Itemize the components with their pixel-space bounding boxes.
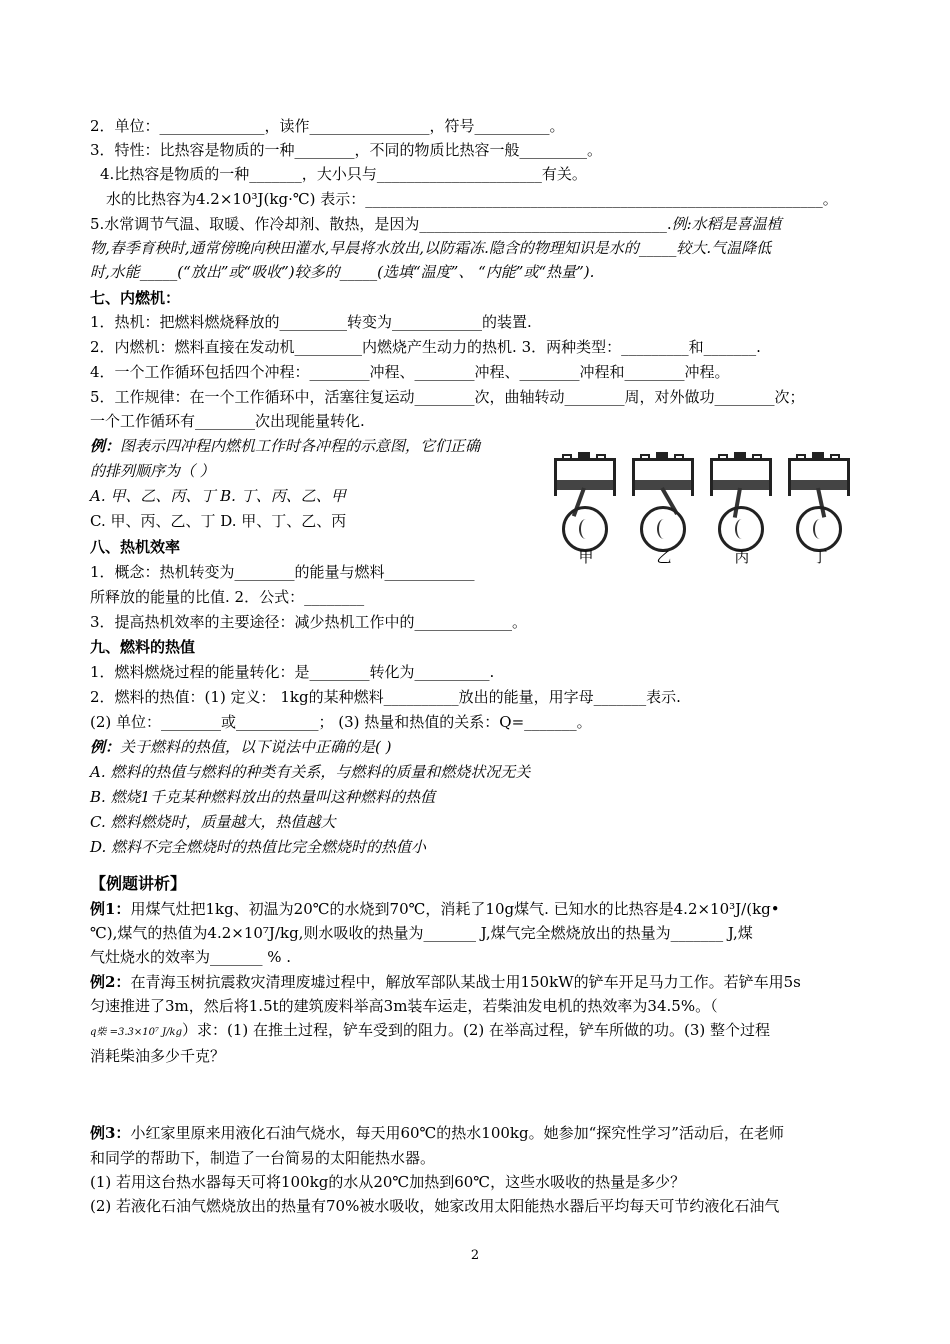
section-heading-9: 九、燃料的热值	[90, 638, 196, 656]
fuel-heat-value-line: 2．燃料的热值：(1) 定义： 1kg的某种燃料__________放出的能量，用字母_______表示.	[90, 688, 681, 706]
example3-line-2: 和同学的帮助下，制造了一台简易的太阳能热水器。	[90, 1149, 436, 1167]
example3-label: 例3：	[90, 1124, 131, 1142]
example1-line-1	[90, 897, 870, 921]
engine-example-line-2: 的排列顺序为（ ）	[90, 462, 215, 480]
example1-label: 例1：	[90, 900, 131, 918]
engine-example-line	[90, 434, 530, 458]
diesel-heat-value: q柴 =3.3×10⁷ J/kg	[90, 1027, 182, 1038]
example-label: 例：	[90, 437, 121, 455]
energy-conversion-line: 一个工作循环有________次出现能量转化.	[90, 412, 365, 430]
specific-heat-property-line: 3．特性：比热容是物质的一种________，不同的物质比热容一般_________。	[90, 141, 603, 159]
example2-line-3	[90, 1018, 870, 1042]
heat-engine-line: 1．热机：把燃料燃烧释放的_________转变为____________的装置.	[90, 313, 532, 331]
section-heading-7: 七、内燃机：	[90, 289, 181, 307]
example2-questions: ）求：(1) 在推土过程，铲车受到的阻力。(2) 在举高过程，铲车所做的功。(3) 整个过程	[182, 1021, 771, 1039]
section-heading-8: 八、热机效率	[90, 538, 181, 556]
work-cycle-line: 4．一个工作循环包括四个冲程：________冲程、________冲程、________冲程和________冲程。	[90, 363, 730, 381]
fuel-energy-line: 1．燃料燃烧过程的能量转化：是________转化为__________.	[90, 663, 495, 681]
engine-label-yi: 乙	[656, 548, 672, 566]
engine-example-text: 图表示四冲程内燃机工作时各冲程的示意图，它们正确	[120, 437, 481, 455]
example2-label: 例2：	[90, 973, 131, 991]
water-example-line-2: 物,春季育秧时,通常傍晚向秧田灌水,早晨将水放出,以防霜冻.隐含的物理知识是水的_____较大.气温降低	[90, 239, 772, 257]
efficiency-improve-line: 3．提高热机效率的主要途径：减少热机工作中的_____________。	[90, 613, 528, 631]
water-example-line-3: 时,水能_____(“放出”或“吸收”)较多的_____(选填“温度”、 “内能”或“热量”).	[90, 263, 595, 281]
fuel-option-a: A. 燃料的热值与燃料的种类有关系，与燃料的质量和燃烧状况无关	[90, 763, 531, 781]
fuel-option-d: D. 燃料不完全燃烧时的热值比完全燃烧时的热值小	[90, 838, 427, 856]
fuel-example-text: 关于燃料的热值，以下说法中正确的是( )	[120, 738, 392, 756]
working-rule-line: 5．工作规律：在一个工作循环中，活塞往复运动________次，曲轴转动________周，对外做功________次；	[90, 388, 805, 406]
fuel-option-b: B. 燃烧1千克某种燃料放出的热量叫这种燃料的热值	[90, 788, 436, 806]
engine-option-ab: A. 甲、乙、丙、丁 B. 丁、丙、乙、甲	[90, 487, 346, 505]
page-number: 2	[470, 1248, 480, 1263]
example2-line-1	[90, 970, 870, 994]
water-use-line	[90, 212, 870, 236]
water-specific-heat-line: 水的比热容为4.2×10³J(kg·℃) 表示：_____________________________________________________________。	[106, 190, 838, 208]
fuel-unit-line: (2) 单位：________或___________； (3) 热量和热值的关系：Q=_______。	[90, 713, 592, 731]
example3-line-1	[90, 1121, 870, 1145]
fuel-option-c: C. 燃料燃烧时，质量越大，热值越大	[90, 813, 336, 831]
example1-text: 用煤气灶把1kg、初温为20℃的水烧到70℃，消耗了10g煤气. 已知水的比热容是4.2×10³J/(kg•	[130, 900, 780, 918]
efficiency-formula-line: 所释放的能量的比值. 2．公式：________	[90, 588, 365, 606]
example2-text: 在青海玉树抗震救灾清理废墟过程中，解放军部队某战士用150kW的铲车开足马力工作。若铲车用5s	[130, 973, 801, 991]
internal-combustion-line: 2．内燃机：燃料直接在发动机_________内燃烧产生动力的热机. 3．两种类型：_________和_______.	[90, 338, 761, 356]
example2-line-4: 消耗柴油多少千克？	[90, 1047, 226, 1065]
water-use-example: 例:水稻是喜温植	[671, 215, 782, 233]
engine-label-ding: 丁	[812, 548, 828, 566]
example3-question-2: (2) 若液化石油气燃烧放出的热量有70%被水吸收，她家改用太阳能热水器后平均每天可节约液化石油气	[90, 1197, 780, 1215]
water-use-text: 5.水常调节气温、取暖、作冷却剂、散热，是因为_________________________________.	[90, 215, 672, 233]
example3-text: 小红家里原来用液化石油气烧水，每天用60℃的热水100kg。她参加“探究性学习”活动后，在老师	[130, 1124, 784, 1142]
specific-heat-unit-line: 2．单位：______________，读作________________，符号__________。	[90, 117, 565, 135]
example1-line-2: ℃),煤气的热值为4.2×10⁷J/kg,则水吸收的热量为_______ J,煤气完全燃烧放出的热量为_______ J,煤	[90, 924, 753, 942]
example1-line-3: 气灶烧水的效率为_______ % .	[90, 948, 292, 966]
specific-heat-def-line: 4.比热容是物质的一种_______，大小只与______________________有关。	[100, 165, 587, 183]
engine-label-bing: 丙	[734, 548, 750, 566]
examples-heading: 【例题讲析】	[90, 874, 187, 893]
example3-question-1: (1) 若用这台热水器每天可将100kg的水从20℃加热到60℃，这些水吸收的热量是多少？	[90, 1173, 686, 1191]
engine-option-cd: C. 甲、丙、乙、丁 D. 甲、丁、乙、丙	[90, 512, 347, 530]
efficiency-concept-line: 1．概念：热机转变为________的能量与燃料____________	[90, 563, 475, 581]
engine-label-jia: 甲	[578, 548, 594, 566]
fuel-example-line	[90, 735, 870, 759]
example2-line-2: 匀速推进了3m，然后将1.5t的建筑废料举高3m装车运走，若柴油发电机的热效率为34.5%。（	[90, 997, 718, 1015]
fuel-example-label: 例：	[90, 738, 121, 756]
